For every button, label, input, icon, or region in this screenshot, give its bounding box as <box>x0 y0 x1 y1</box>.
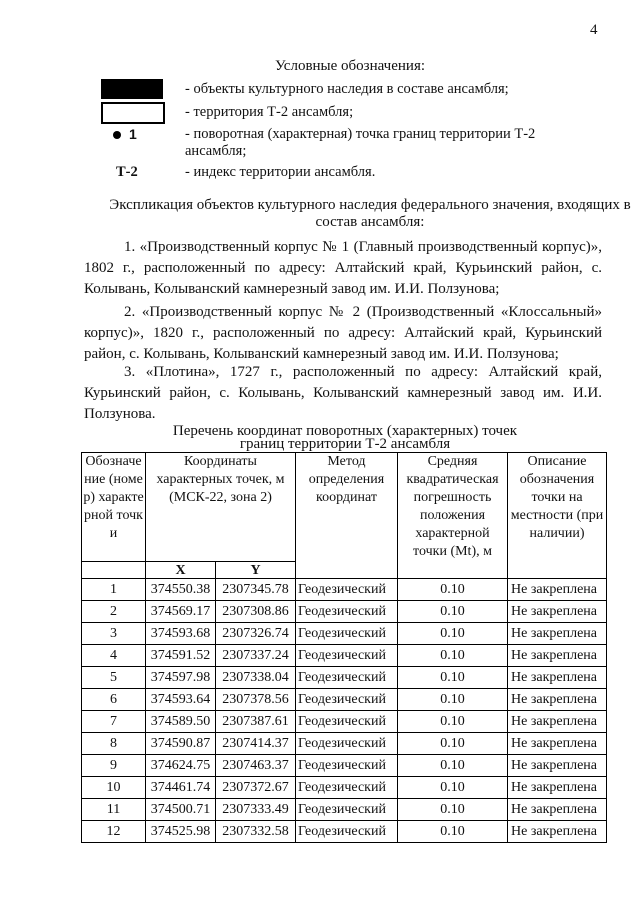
error-cell: 0.10 <box>398 579 508 601</box>
x-coordinate-cell: 374590.87 <box>146 733 216 755</box>
x-coordinate-cell: 374624.75 <box>146 755 216 777</box>
x-coordinate-cell: 374569.17 <box>146 601 216 623</box>
x-coordinate-cell: 374550.38 <box>146 579 216 601</box>
legend-text: - территория Т-2 ансамбля; <box>185 104 354 120</box>
heritage-object-symbol <box>101 79 163 99</box>
legend-text: - поворотная (характерная) точка границ территории Т-2 ансамбля; <box>185 126 536 159</box>
description-cell: Не закреплена <box>508 689 607 711</box>
error-cell: 0.10 <box>398 821 508 843</box>
x-coordinate-cell: 374500.71 <box>146 799 216 821</box>
description-cell: Не закреплена <box>508 645 607 667</box>
x-coordinate-cell: 374461.74 <box>146 777 216 799</box>
error-cell: 0.10 <box>398 711 508 733</box>
y-coordinate-cell: 2307463.37 <box>216 755 296 777</box>
error-cell: 0.10 <box>398 623 508 645</box>
method-cell: Геодезический <box>296 689 398 711</box>
table-row <box>82 689 607 711</box>
header-method: Метод определения координат <box>296 453 398 579</box>
x-coordinate-cell: 374525.98 <box>146 821 216 843</box>
method-cell: Геодезический <box>296 821 398 843</box>
method-cell: Геодезический <box>296 601 398 623</box>
method-cell: Геодезический <box>296 711 398 733</box>
error-cell: 0.10 <box>398 799 508 821</box>
y-coordinate-cell: 2307326.74 <box>216 623 296 645</box>
x-coordinate-cell: 374597.98 <box>146 667 216 689</box>
explication-title: Экспликация объектов культурного наследия федерального значения, входящих в состав ансамбля: <box>109 197 631 230</box>
method-cell: Геодезический <box>296 799 398 821</box>
table-row <box>82 579 607 601</box>
table-row <box>82 623 607 645</box>
header-point-number: Обозначение (номер) характерной точки <box>82 453 146 562</box>
point-number-cell: 10 <box>82 777 146 799</box>
table-title: Перечень координат поворотных (характерных) точек границ территории Т-2 ансамбля <box>172 423 518 452</box>
y-coordinate-cell: 2307337.24 <box>216 645 296 667</box>
legend-title: Условные обозначения: <box>274 58 426 74</box>
error-cell: 0.10 <box>398 645 508 667</box>
y-coordinate-cell: 2307378.56 <box>216 689 296 711</box>
table-row <box>82 799 607 821</box>
description-cell: Не закреплена <box>508 711 607 733</box>
description-cell: Не закреплена <box>508 799 607 821</box>
header-coordinates: Координаты характерных точек, м (МСК-22, зона 2) <box>146 453 296 562</box>
page-number: 4 <box>590 22 598 38</box>
method-cell: Геодезический <box>296 579 398 601</box>
table-row <box>82 821 607 843</box>
description-cell: Не закреплена <box>508 755 607 777</box>
error-cell: 0.10 <box>398 689 508 711</box>
header-description: Описание обозначения точки на местности (при наличии) <box>508 453 607 579</box>
y-coordinate-cell: 2307308.86 <box>216 601 296 623</box>
point-number-cell: 4 <box>82 645 146 667</box>
x-coordinate-cell: 374591.52 <box>146 645 216 667</box>
point-number-cell: 12 <box>82 821 146 843</box>
point-number-cell: 6 <box>82 689 146 711</box>
territory-index-symbol: Т-2 <box>116 164 138 180</box>
table-row <box>82 645 607 667</box>
description-cell: Не закреплена <box>508 777 607 799</box>
description-cell: Не закреплена <box>508 623 607 645</box>
y-coordinate-cell: 2307387.61 <box>216 711 296 733</box>
point-number-cell: 3 <box>82 623 146 645</box>
method-cell: Геодезический <box>296 777 398 799</box>
header-y: Y <box>216 562 296 579</box>
error-cell: 0.10 <box>398 755 508 777</box>
error-cell: 0.10 <box>398 601 508 623</box>
description-cell: Не закреплена <box>508 667 607 689</box>
point-number-cell: 9 <box>82 755 146 777</box>
error-cell: 0.10 <box>398 733 508 755</box>
x-coordinate-cell: 374593.68 <box>146 623 216 645</box>
header-x: X <box>146 562 216 579</box>
point-number-cell: 5 <box>82 667 146 689</box>
table-row <box>82 601 607 623</box>
legend-text: - индекс территории ансамбля. <box>185 164 376 180</box>
y-coordinate-cell: 2307338.04 <box>216 667 296 689</box>
description-cell: Не закреплена <box>508 733 607 755</box>
point-number-cell: 7 <box>82 711 146 733</box>
point-number-cell: 1 <box>82 579 146 601</box>
method-cell: Геодезический <box>296 733 398 755</box>
y-coordinate-cell: 2307414.37 <box>216 733 296 755</box>
table-row <box>82 733 607 755</box>
error-cell: 0.10 <box>398 667 508 689</box>
header-point-number-cont <box>82 562 146 579</box>
table-row <box>82 667 607 689</box>
point-number-cell: 11 <box>82 799 146 821</box>
y-coordinate-cell: 2307372.67 <box>216 777 296 799</box>
point-number-cell: 8 <box>82 733 146 755</box>
turning-point-symbol: 1 <box>113 126 137 143</box>
y-coordinate-cell: 2307333.49 <box>216 799 296 821</box>
header-error: Средняя квадратическая погрешность положения характерной точки (Mt), м <box>398 453 508 579</box>
table-row <box>82 755 607 777</box>
table-row <box>82 777 607 799</box>
x-coordinate-cell: 374589.50 <box>146 711 216 733</box>
error-cell: 0.10 <box>398 777 508 799</box>
explication-item-3: 3. «Плотина», 1727 г., расположенный по адресу: Алтайский край, Курьинский район, с. Колывань, Колыванский камнерезный завод им. И.И. Ползунова. <box>84 364 602 422</box>
table-row <box>82 711 607 733</box>
explication-item-2: 2. «Производственный корпус № 2 (Производственный «Клоссальный» корпус)», 1820 г., расположенный по адресу: Алтайский край, Курьинский район, с. Колывань, Колыванский камнерезный завод им. И.И. Ползунова; <box>84 304 602 362</box>
point-dot-icon <box>113 131 121 139</box>
description-cell: Не закреплена <box>508 821 607 843</box>
y-coordinate-cell: 2307332.58 <box>216 821 296 843</box>
x-coordinate-cell: 374593.64 <box>146 689 216 711</box>
y-coordinate-cell: 2307345.78 <box>216 579 296 601</box>
point-number-cell: 2 <box>82 601 146 623</box>
coordinates-table <box>81 452 607 843</box>
method-cell: Геодезический <box>296 667 398 689</box>
method-cell: Геодезический <box>296 755 398 777</box>
description-cell: Не закреплена <box>508 579 607 601</box>
method-cell: Геодезический <box>296 645 398 667</box>
legend-text: - объекты культурного наследия в составе ансамбля; <box>185 81 509 97</box>
explication-item-1: 1. «Производственный корпус № 1 (Главный производственный корпус)», 1802 г., расположенный по адресу: Алтайский край, Курьинский район, с. Колывань, Колыванский камнерезный завод им. И.И. Ползунова; <box>84 239 602 297</box>
method-cell: Геодезический <box>296 623 398 645</box>
territory-symbol <box>101 102 165 124</box>
description-cell: Не закреплена <box>508 601 607 623</box>
